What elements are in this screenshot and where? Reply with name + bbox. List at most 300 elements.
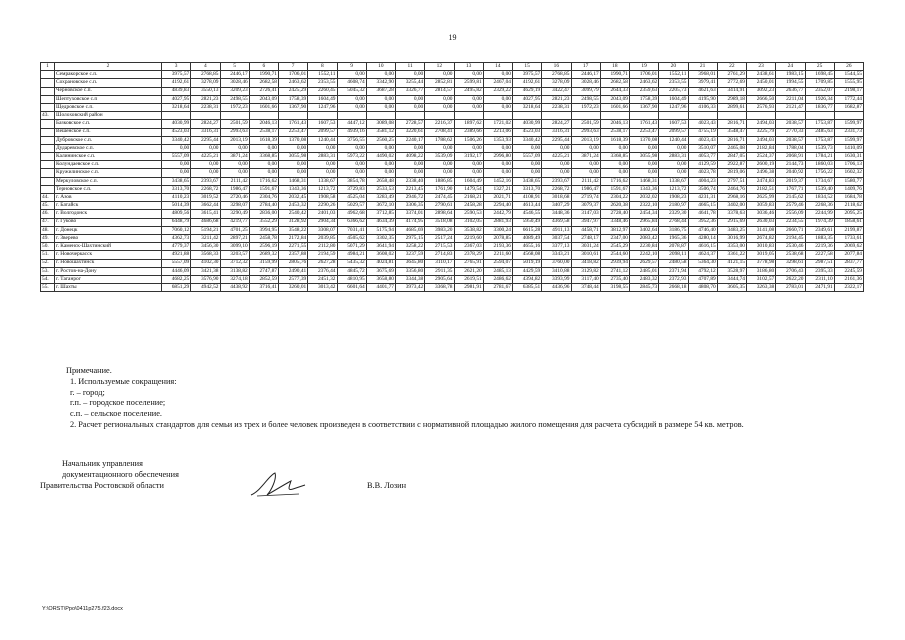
row-number-cell: 52. bbox=[41, 259, 55, 267]
value-cell: 0,00 bbox=[425, 169, 454, 177]
value-cell: 2453,32 bbox=[279, 202, 308, 210]
value-cell: 0,00 bbox=[366, 71, 395, 79]
table-row bbox=[41, 177, 864, 185]
value-cell: 1721,02 bbox=[483, 120, 512, 128]
column-number-cell: 23 bbox=[747, 63, 776, 71]
value-cell: 5045,32 bbox=[337, 87, 366, 95]
value-cell: 3402,00 bbox=[717, 202, 746, 210]
value-cell: 1452,16 bbox=[483, 177, 512, 185]
value-cell bbox=[220, 112, 249, 120]
table-row bbox=[41, 194, 864, 202]
value-cell: 0,00 bbox=[366, 95, 395, 103]
value-cell: 4839,83 bbox=[162, 87, 191, 95]
value-cell: 2083,42 bbox=[630, 234, 659, 242]
column-number-cell: 18 bbox=[600, 63, 629, 71]
value-cell: 2741,12 bbox=[600, 267, 629, 275]
value-cell: 4195,90 bbox=[688, 95, 717, 103]
value-cell: 2454,34 bbox=[630, 210, 659, 218]
value-cell: 0,00 bbox=[513, 144, 542, 152]
value-cell: 1602,32 bbox=[834, 169, 863, 177]
value-cell: 4447,12 bbox=[337, 120, 366, 128]
value-cell: 2268,72 bbox=[191, 185, 220, 193]
value-cell: 2194,59 bbox=[308, 251, 337, 259]
value-cell: 1983,15 bbox=[776, 71, 805, 79]
value-cell: 4810,95 bbox=[337, 275, 366, 283]
value-cell: 3548,47 bbox=[717, 128, 746, 136]
value-cell: 1753,87 bbox=[805, 136, 834, 144]
value-cell: 2357,88 bbox=[279, 251, 308, 259]
value-cell: 3672,10 bbox=[366, 202, 395, 210]
value-cell: 3947,97 bbox=[571, 218, 600, 226]
value-cell: 2253,47 bbox=[630, 128, 659, 136]
table-row bbox=[41, 251, 864, 259]
value-cell: 5950,49 bbox=[513, 218, 542, 226]
value-cell: 2905,64 bbox=[425, 275, 454, 283]
value-cell: 1897,62 bbox=[454, 120, 483, 128]
value-cell: 3518,08 bbox=[425, 218, 454, 226]
file-path: Y:\ORST\Ppo\0411p275.f23.docx bbox=[42, 606, 123, 612]
value-cell: 2538,17 bbox=[249, 128, 278, 136]
table-header-row bbox=[41, 63, 864, 71]
value-cell: 5557,09 bbox=[513, 153, 542, 161]
row-number-cell: 44. bbox=[41, 194, 55, 202]
value-cell: 2897,21 bbox=[220, 234, 249, 242]
value-cell: 0,00 bbox=[483, 103, 512, 111]
value-cell: 1709,85 bbox=[805, 79, 834, 87]
municipality-name-cell: г. Гуково bbox=[55, 218, 162, 226]
value-cell: 0,00 bbox=[483, 71, 512, 79]
value-cell: 2975,15 bbox=[396, 234, 425, 242]
value-cell: 3483,25 bbox=[717, 226, 746, 234]
value-cell: 2728,57 bbox=[396, 120, 425, 128]
value-cell: 0,00 bbox=[366, 103, 395, 111]
value-cell: 2395,33 bbox=[805, 267, 834, 275]
value-cell: 1706,13 bbox=[834, 161, 863, 169]
value-cell: 0,00 bbox=[513, 169, 542, 177]
value-cell: 3159,99 bbox=[249, 259, 278, 267]
value-cell: 2501,59 bbox=[571, 120, 600, 128]
value-cell: 3605,35 bbox=[717, 284, 746, 292]
value-cell: 2544,60 bbox=[600, 251, 629, 259]
value-cell: 4621,63 bbox=[688, 87, 717, 95]
value-cell: 0,00 bbox=[659, 169, 688, 177]
value-cell: 2371,94 bbox=[659, 267, 688, 275]
value-cell: 1338,67 bbox=[659, 177, 688, 185]
value-cell: 3444,74 bbox=[717, 275, 746, 283]
value-cell: 4962,68 bbox=[337, 210, 366, 218]
value-cell: 3812,97 bbox=[600, 226, 629, 234]
value-cell: 2596,19 bbox=[249, 243, 278, 251]
value-cell: 2480,58 bbox=[659, 259, 688, 267]
column-number-cell: 13 bbox=[454, 63, 483, 71]
municipality-name-cell: Колундаевское с.п. bbox=[55, 161, 162, 169]
value-cell: 3340,42 bbox=[162, 136, 191, 144]
value-cell: 2720,46 bbox=[220, 194, 249, 202]
value-cell: 0,00 bbox=[396, 95, 425, 103]
column-number-cell: 24 bbox=[776, 63, 805, 71]
value-cell: 2168,21 bbox=[454, 194, 483, 202]
value-cell: 4707,89 bbox=[688, 275, 717, 283]
value-cell: 0,00 bbox=[425, 144, 454, 152]
value-cell: 3203,57 bbox=[220, 251, 249, 259]
value-cell: 4030,99 bbox=[162, 120, 191, 128]
value-cell: 2353,55 bbox=[659, 79, 688, 87]
value-cell: 3368,85 bbox=[600, 153, 629, 161]
value-cell: 2708,41 bbox=[425, 128, 454, 136]
value-cell: 3037,54 bbox=[542, 234, 571, 242]
value-cell: 2629,57 bbox=[630, 259, 659, 267]
value-cell: 3340,42 bbox=[513, 136, 542, 144]
value-cell: 3658,80 bbox=[366, 275, 395, 283]
value-cell: 3028,46 bbox=[220, 79, 249, 87]
value-cell: 2211,04 bbox=[776, 95, 805, 103]
value-cell: 2845,73 bbox=[630, 284, 659, 292]
value-cell: 1468,31 bbox=[630, 177, 659, 185]
value-cell: 2039,85 bbox=[308, 234, 337, 242]
row-number-cell bbox=[41, 177, 55, 185]
municipality-name-cell: Семракорское с.п. bbox=[55, 71, 162, 79]
value-cell: 5557,09 bbox=[162, 259, 191, 267]
value-cell: 2329,22 bbox=[483, 87, 512, 95]
column-number-cell: 6 bbox=[249, 63, 278, 71]
value-cell: 2494,03 bbox=[747, 120, 776, 128]
value-cell: 3316,31 bbox=[542, 128, 571, 136]
data-table bbox=[40, 62, 864, 292]
value-cell: 4641,78 bbox=[688, 210, 717, 218]
value-cell: 1758,39 bbox=[630, 95, 659, 103]
value-cell: 2078,87 bbox=[659, 243, 688, 251]
municipality-name-cell: г. Донецк bbox=[55, 226, 162, 234]
row-number-cell: 48. bbox=[41, 226, 55, 234]
value-cell: 2253,47 bbox=[279, 128, 308, 136]
value-cell: 3353,00 bbox=[717, 243, 746, 251]
value-cell: 3128,92 bbox=[279, 218, 308, 226]
value-cell: 2304,22 bbox=[600, 194, 629, 202]
value-cell: 1213,72 bbox=[308, 185, 337, 193]
value-cell: 1883,35 bbox=[805, 234, 834, 242]
value-cell: 0,00 bbox=[454, 71, 483, 79]
value-cell bbox=[542, 112, 571, 120]
value-cell: 2349,61 bbox=[805, 226, 834, 234]
value-cell: 1860,03 bbox=[805, 161, 834, 169]
row-number-cell: 54. bbox=[41, 275, 55, 283]
value-cell: 0,00 bbox=[162, 161, 191, 169]
value-cell: 1767,71 bbox=[776, 185, 805, 193]
municipality-name-cell: Меркуловское с.п. bbox=[55, 177, 162, 185]
value-cell: 5435,32 bbox=[337, 259, 366, 267]
municipality-name-cell: Сохрановское с.п. bbox=[55, 79, 162, 87]
value-cell: 3342,90 bbox=[366, 79, 395, 87]
value-cell: 2099,57 bbox=[308, 128, 337, 136]
value-cell: 2719,74 bbox=[571, 194, 600, 202]
value-cell: 3377,13 bbox=[542, 243, 571, 251]
value-cell: 2199,87 bbox=[834, 226, 863, 234]
value-cell: 4225,21 bbox=[191, 153, 220, 161]
value-cell: 2748,17 bbox=[571, 234, 600, 242]
value-cell: 5364,30 bbox=[688, 259, 717, 267]
value-cell: 4490,02 bbox=[366, 153, 395, 161]
value-cell: 2446,17 bbox=[571, 71, 600, 79]
value-cell: 2576,93 bbox=[747, 103, 776, 111]
value-cell: 1761,43 bbox=[630, 120, 659, 128]
value-cell: 1994,55 bbox=[776, 79, 805, 87]
value-cell: 3290,49 bbox=[220, 210, 249, 218]
value-cell: 3255,44 bbox=[396, 79, 425, 87]
value-cell: 3975,57 bbox=[162, 71, 191, 79]
value-cell: 2393,67 bbox=[191, 177, 220, 185]
signer-position-line-2: документационного обеспечения bbox=[62, 469, 179, 479]
value-cell: 0,00 bbox=[600, 144, 629, 152]
table-row bbox=[41, 120, 864, 128]
value-cell: 2881,93 bbox=[483, 218, 512, 226]
value-cell: 1788,62 bbox=[425, 136, 454, 144]
value-cell: 3973,42 bbox=[396, 284, 425, 292]
value-cell: 3220,61 bbox=[396, 128, 425, 136]
value-cell: 2621,20 bbox=[454, 267, 483, 275]
value-cell: 0,00 bbox=[220, 161, 249, 169]
column-number-cell: 19 bbox=[630, 63, 659, 71]
value-cell: 4030,99 bbox=[513, 120, 542, 128]
value-cell: 3407,29 bbox=[542, 202, 571, 210]
value-cell: 1926,34 bbox=[805, 95, 834, 103]
value-cell: 3298,61 bbox=[776, 259, 805, 267]
value-cell: 3019,05 bbox=[747, 251, 776, 259]
value-cell: 3141,08 bbox=[747, 226, 776, 234]
value-cell: 4129,59 bbox=[688, 161, 717, 169]
value-cell: 4546,55 bbox=[513, 210, 542, 218]
value-cell: 0,00 bbox=[454, 144, 483, 152]
value-cell: 6385,51 bbox=[513, 284, 542, 292]
value-cell bbox=[279, 112, 308, 120]
value-cell: 2244,99 bbox=[805, 210, 834, 218]
value-cell: 2666,50 bbox=[747, 95, 776, 103]
value-cell: 3645,80 bbox=[396, 259, 425, 267]
value-cell: 6615,28 bbox=[513, 226, 542, 234]
municipality-name-cell: г. Батайск bbox=[55, 202, 162, 210]
value-cell: 3418,82 bbox=[571, 259, 600, 267]
value-cell: 3675,69 bbox=[366, 267, 395, 275]
value-cell: 2965,84 bbox=[630, 218, 659, 226]
value-cell: 2144,73 bbox=[776, 161, 805, 169]
column-number-cell: 14 bbox=[483, 63, 512, 71]
value-cell: 2821,23 bbox=[542, 95, 571, 103]
value-cell: 2498,55 bbox=[220, 95, 249, 103]
notes-item-2: 2. Расчет региональных стандартов для семьи из трех и более человек произведен в соответствии с нормативной площадью жилого помещения для расчета субсидий в размере 54 кв. метров. bbox=[70, 419, 744, 429]
value-cell bbox=[162, 112, 191, 120]
value-cell: 4682,25 bbox=[162, 275, 191, 283]
value-cell: 3110,17 bbox=[425, 259, 454, 267]
value-cell: 4027,95 bbox=[162, 95, 191, 103]
value-cell: 4624,37 bbox=[688, 251, 717, 259]
value-cell: 5019,19 bbox=[513, 259, 542, 267]
row-number-cell bbox=[41, 128, 55, 136]
value-cell: 2993,63 bbox=[220, 128, 249, 136]
value-cell: 2019,37 bbox=[776, 177, 805, 185]
value-cell: 0,00 bbox=[337, 103, 366, 111]
value-cell: 2069,62 bbox=[834, 243, 863, 251]
value-cell: 0,00 bbox=[483, 161, 512, 169]
value-cell: 0,00 bbox=[366, 144, 395, 152]
value-cell: 2182,84 bbox=[747, 144, 776, 152]
table-row bbox=[41, 128, 864, 136]
value-cell: 5194,21 bbox=[191, 226, 220, 234]
value-cell: 2485,01 bbox=[630, 267, 659, 275]
value-cell: 2038,57 bbox=[776, 136, 805, 144]
value-cell: 2540,42 bbox=[279, 210, 308, 218]
value-cell: 1788,04 bbox=[776, 144, 805, 152]
value-cell: 4110,23 bbox=[162, 194, 191, 202]
value-cell: 2915,69 bbox=[717, 218, 746, 226]
value-cell: 4023,78 bbox=[688, 169, 717, 177]
value-cell bbox=[630, 112, 659, 120]
value-cell: 4984,21 bbox=[337, 251, 366, 259]
value-cell: 0,00 bbox=[630, 144, 659, 152]
value-cell: 1552,11 bbox=[308, 71, 337, 79]
value-cell: 2533,53 bbox=[366, 185, 395, 193]
value-cell: 1908,58 bbox=[308, 194, 337, 202]
value-cell: 0,00 bbox=[454, 103, 483, 111]
value-cell: 2644,33 bbox=[600, 87, 629, 95]
value-cell: 0,00 bbox=[425, 95, 454, 103]
value-cell: 4192,61 bbox=[513, 79, 542, 87]
table-row bbox=[41, 243, 864, 251]
value-cell: 2389,66 bbox=[454, 128, 483, 136]
value-cell: 4808,70 bbox=[688, 284, 717, 292]
value-cell: 1213,72 bbox=[659, 185, 688, 193]
municipality-name-cell: г. Зверево bbox=[55, 234, 162, 242]
row-number-cell bbox=[41, 120, 55, 128]
value-cell: 2674,82 bbox=[747, 234, 776, 242]
municipality-name-cell: г. Таганрог bbox=[55, 275, 162, 283]
value-cell: 2816,71 bbox=[717, 120, 746, 128]
value-cell: 2463,62 bbox=[630, 79, 659, 87]
value-cell: 2483,32 bbox=[630, 275, 659, 283]
value-cell: 2213,45 bbox=[396, 185, 425, 193]
value-cell: 5029,57 bbox=[337, 202, 366, 210]
value-cell: 2219,36 bbox=[805, 243, 834, 251]
value-cell: 3283,49 bbox=[366, 194, 395, 202]
value-cell: 0,00 bbox=[600, 161, 629, 169]
value-cell: 0,00 bbox=[542, 169, 571, 177]
value-cell: 3568,33 bbox=[191, 251, 220, 259]
value-cell: 2898,64 bbox=[425, 210, 454, 218]
value-cell: 0,00 bbox=[483, 169, 512, 177]
value-cell: 6366,62 bbox=[337, 218, 366, 226]
abbr-selskoe-poselenie: с.п. – сельское поселение. bbox=[70, 409, 162, 419]
value-cell: 5071,29 bbox=[337, 243, 366, 251]
value-cell: 0,00 bbox=[308, 161, 337, 169]
value-cell: 4098,22 bbox=[396, 153, 425, 161]
value-cell: 0,00 bbox=[659, 161, 688, 169]
value-cell: 2728,40 bbox=[600, 210, 629, 218]
value-cell: 2378,29 bbox=[454, 251, 483, 259]
value-cell: 2590,53 bbox=[454, 210, 483, 218]
column-number-cell: 7 bbox=[279, 63, 308, 71]
value-cell: 3225,79 bbox=[747, 128, 776, 136]
value-cell: 1908,23 bbox=[659, 194, 688, 202]
value-cell: 1479,54 bbox=[454, 185, 483, 193]
value-cell: 1591,67 bbox=[600, 185, 629, 193]
value-cell: 2636,77 bbox=[776, 87, 805, 95]
value-cell: 3456,30 bbox=[191, 243, 220, 251]
value-cell: 2625,99 bbox=[747, 194, 776, 202]
value-cell: 3729,83 bbox=[337, 185, 366, 193]
value-cell: 2242,10 bbox=[630, 251, 659, 259]
column-number-cell: 9 bbox=[337, 63, 366, 71]
value-cell bbox=[717, 112, 746, 120]
value-cell: 3550,13 bbox=[191, 87, 220, 95]
value-cell: 2295,44 bbox=[191, 136, 220, 144]
value-cell: 2996,80 bbox=[483, 153, 512, 161]
value-cell: 4023,43 bbox=[688, 136, 717, 144]
value-cell: 2271,55 bbox=[279, 243, 308, 251]
value-cell: 3263,38 bbox=[747, 284, 776, 292]
value-cell: 2219,60 bbox=[454, 234, 483, 242]
table-row bbox=[41, 144, 864, 152]
value-cell: 0,00 bbox=[162, 169, 191, 177]
value-cell: 1343,36 bbox=[279, 185, 308, 193]
value-cell: 3778,98 bbox=[747, 259, 776, 267]
table-row bbox=[41, 226, 864, 234]
value-cell: 2989,18 bbox=[717, 95, 746, 103]
column-number-cell: 15 bbox=[513, 63, 542, 71]
value-cell: 2495,82 bbox=[454, 87, 483, 95]
column-number-cell: 2 bbox=[55, 63, 162, 71]
value-cell: 3368,85 bbox=[249, 153, 278, 161]
value-cell: 0,00 bbox=[279, 161, 308, 169]
column-number-cell: 25 bbox=[805, 63, 834, 71]
value-cell: 4845,72 bbox=[337, 267, 366, 275]
value-cell: 3687,28 bbox=[366, 87, 395, 95]
value-cell: 2353,55 bbox=[308, 79, 337, 87]
value-cell: 3538,82 bbox=[454, 226, 483, 234]
table-row bbox=[41, 71, 864, 79]
value-cell: 1836,77 bbox=[805, 103, 834, 111]
value-cell: 2594,07 bbox=[483, 259, 512, 267]
signer-position-line-1: Начальник управления bbox=[62, 459, 143, 468]
column-number-cell: 11 bbox=[396, 63, 425, 71]
value-cell: 2046,13 bbox=[600, 120, 629, 128]
value-cell: 3402,64 bbox=[630, 226, 659, 234]
notes-item-1: 1. Используемые сокращения: bbox=[70, 376, 177, 386]
value-cell: 1986,47 bbox=[220, 185, 249, 193]
value-cell: 4629,19 bbox=[513, 87, 542, 95]
value-cell: 2768,85 bbox=[191, 71, 220, 79]
value-cell: 4568,08 bbox=[513, 251, 542, 259]
value-cell: 2471,91 bbox=[805, 284, 834, 292]
value-cell: 0,00 bbox=[162, 144, 191, 152]
value-cell: 3102,05 bbox=[454, 218, 483, 226]
municipality-name-cell: Вешенское с.п. bbox=[55, 128, 162, 136]
value-cell: 2112,80 bbox=[308, 243, 337, 251]
value-cell: 4446,09 bbox=[162, 267, 191, 275]
value-cell: 3198,55 bbox=[600, 284, 629, 292]
value-cell: 3410,88 bbox=[542, 267, 571, 275]
value-cell: 2294,40 bbox=[483, 202, 512, 210]
value-cell: 2494,03 bbox=[747, 136, 776, 144]
value-cell: 4231,31 bbox=[688, 194, 717, 202]
value-cell: 3055,98 bbox=[630, 153, 659, 161]
value-cell: 0,00 bbox=[249, 144, 278, 152]
municipality-name-cell: Кружилинское с.п. bbox=[55, 169, 162, 177]
municipality-name-cell: г. Каменск-Шахтинский bbox=[55, 243, 162, 251]
value-cell: 4792,12 bbox=[688, 267, 717, 275]
value-cell: 2446,17 bbox=[220, 71, 249, 79]
value-cell: 1338,67 bbox=[308, 177, 337, 185]
value-cell: 3147,03 bbox=[571, 210, 600, 218]
column-number-cell: 5 bbox=[220, 63, 249, 71]
value-cell: 6601,64 bbox=[337, 284, 366, 292]
